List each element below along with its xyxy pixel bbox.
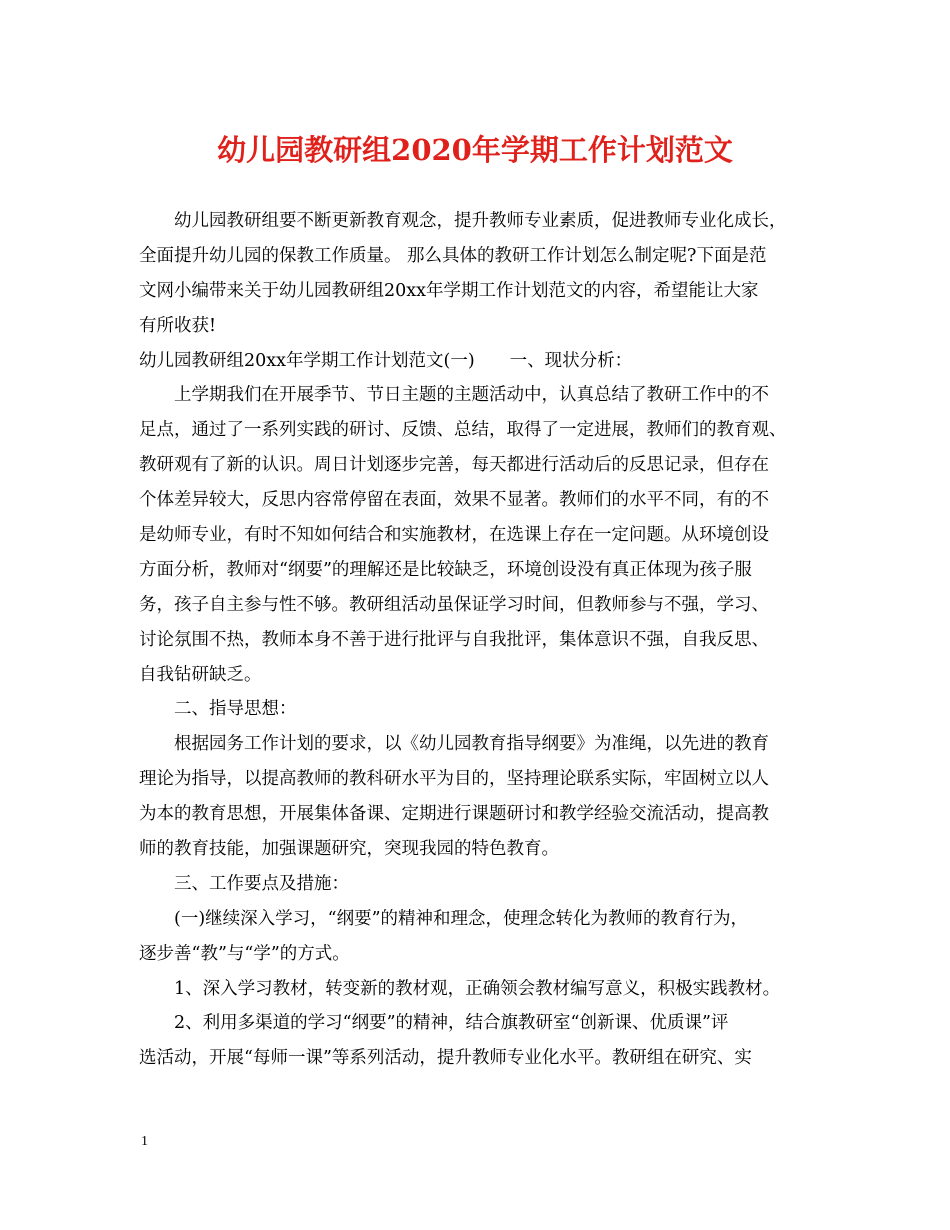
body-line: 1、深入学习教材，转变新的教材观，正确领会教材编写意义，积极实践教材。 bbox=[174, 978, 781, 999]
body-line: 逐步善“教”与“学”的方式。 bbox=[139, 943, 350, 964]
body-line: 讨论氛围不热，教师本身不善于进行批评与自我批评，集体意识不强，自我反思、 bbox=[139, 629, 769, 650]
body-line: 理论为指导，以提高教师的教科研水平为目的，坚持理论联系实际，牢固树立以人 bbox=[139, 769, 769, 790]
body-line: 根据园务工作计划的要求，以《幼儿园教育指导纲要》为准绳，以先进的教育 bbox=[174, 734, 769, 755]
body-line: (一)继续深入学习，“纲要”的精神和理念，使理念转化为教师的教育行为， bbox=[174, 908, 749, 929]
section-heading-line: 幼儿园教研组20xx年学期工作计划范文(一) 一、现状分析： bbox=[139, 350, 633, 371]
body-line: 上学期我们在开展季节、节日主题的主题活动中，认真总结了教研工作中的不 bbox=[174, 385, 769, 406]
body-line: 方面分析，教师对“纲要”的理解还是比较缺乏，环境创设没有真正体现为孩子服 bbox=[139, 559, 752, 580]
body-line: 个体差异较大，反思内容常停留在表面，效果不显著。教师们的水平不同，有的不 bbox=[139, 490, 769, 511]
body-line: 自我钻研缺乏。 bbox=[139, 664, 262, 685]
body-line: 务，孩子自主参与性不够。教研组活动虽保证学习时间，但教师参与不强，学习、 bbox=[139, 594, 769, 615]
body-line: 幼儿园教研组要不断更新教育观念，提升教师专业素质，促进教师专业化成长， bbox=[174, 211, 787, 231]
body-line: 文网小编带来关于幼儿园教研组20xx年学期工作计划范文的内容，希望能让大家 bbox=[139, 280, 759, 301]
document-body bbox=[139, 204, 811, 1076]
body-line: 教研观有了新的认识。周日计划逐步完善，每天都进行活动后的反思记录，但存在 bbox=[139, 455, 769, 476]
section-heading-line: 二、指导思想： bbox=[174, 699, 297, 720]
body-line: 师的教育技能，加强课题研究，突现我园的特色教育。 bbox=[139, 839, 559, 860]
body-line: 全面提升幼儿园的保教工作质量。 那么具体的教研工作计划怎么制定呢?下面是范 bbox=[139, 245, 767, 266]
body-line: 为本的教育思想，开展集体备课、定期进行课题研讨和教学经验交流活动，提高教 bbox=[139, 804, 769, 825]
body-line: 足点，通过了一系列实践的研讨、反馈、总结，取得了一定进展，教师们的教育观、 bbox=[139, 420, 787, 441]
body-line: 有所收获! bbox=[139, 315, 217, 336]
document-title: 幼儿园教研组2020年学期工作计划范文 bbox=[217, 133, 733, 167]
body-line: 2、利用多渠道的学习“纲要”的精神，结合旗教研室“创新课、优质课”评 bbox=[174, 1013, 729, 1034]
body-line: 选活动，开展“每师一课”等系列活动，提升教师专业化水平。教研组在研究、实 bbox=[139, 1048, 752, 1069]
body-line: 是幼师专业，有时不知如何结合和实施教材，在选课上存在一定问题。从环境创设 bbox=[139, 525, 769, 546]
section-heading-line: 三、工作要点及措施： bbox=[174, 873, 349, 894]
page-number: 1 bbox=[141, 1134, 148, 1149]
